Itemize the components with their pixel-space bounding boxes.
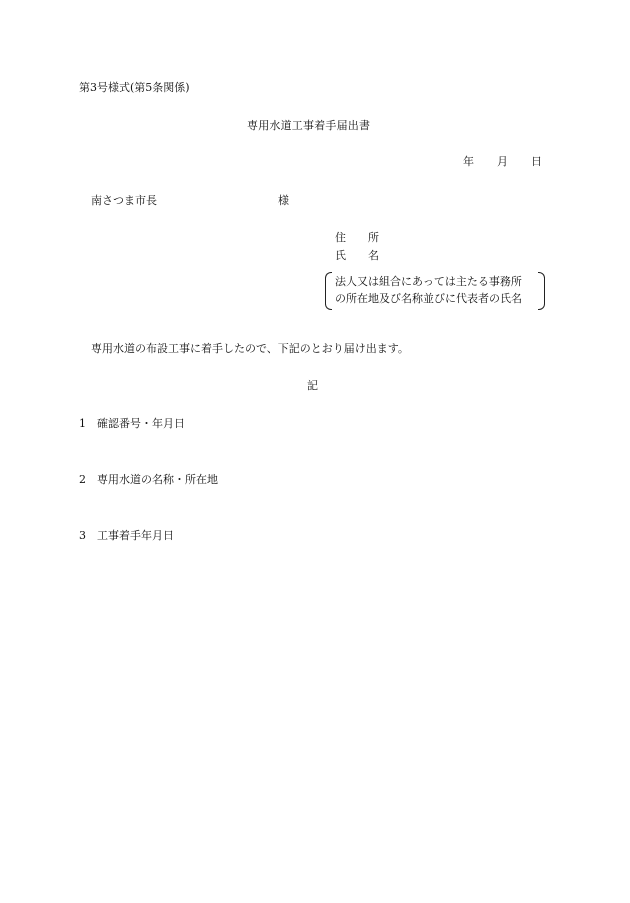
list-item — [79, 529, 174, 543]
note-line: の所在地及び名称並びに代表者の氏名 — [335, 292, 522, 305]
date-year-label: 年 — [463, 155, 474, 168]
item-label: 確認番号・年月日 — [97, 417, 185, 430]
date-line — [463, 155, 542, 169]
item-number: 3 — [79, 529, 86, 542]
ki-heading: 記 — [307, 379, 318, 392]
item-label: 工事着手年月日 — [97, 529, 174, 542]
addressee: 南さつま市長 — [91, 194, 157, 207]
list-item — [79, 417, 185, 431]
item-number: 2 — [79, 473, 86, 486]
honorific: 様 — [278, 194, 289, 207]
corporate-note — [325, 272, 545, 308]
list-item — [79, 473, 218, 487]
left-bracket — [325, 272, 332, 310]
item-label: 専用水道の名称・所在地 — [97, 473, 218, 486]
date-month-label: 月 — [497, 155, 508, 168]
address-label: 住 所 — [335, 231, 379, 244]
statement: 専用水道の布設工事に着手したので、下記のとおり届け出ます。 — [91, 342, 409, 355]
form-number: 第3号様式(第5条関係) — [79, 81, 190, 94]
right-bracket — [538, 272, 545, 310]
item-number: 1 — [79, 417, 86, 430]
date-day-label: 日 — [531, 155, 542, 168]
note-line: 法人又は組合にあっては主たる事務所 — [335, 275, 522, 288]
document-title: 専用水道工事着手届出書 — [247, 119, 371, 132]
name-label: 氏 名 — [335, 249, 379, 262]
